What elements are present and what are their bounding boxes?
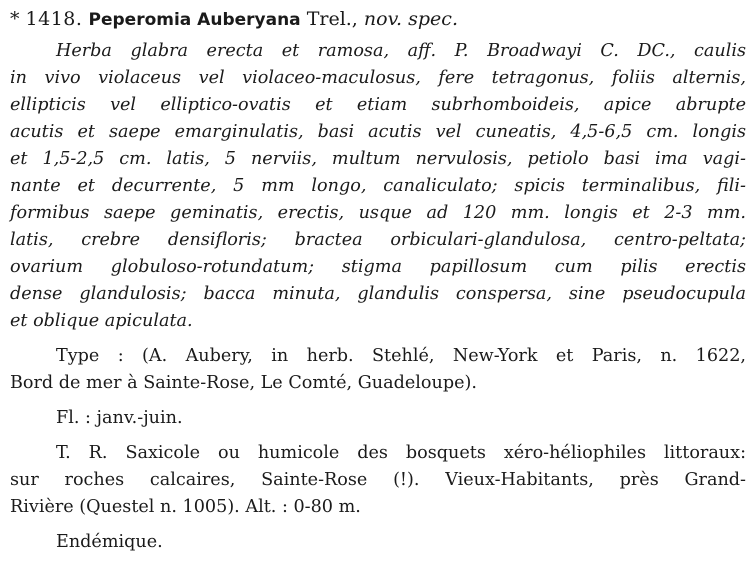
new-species-star: * [10,8,20,30]
description-line: dense glandulosis; bacca minuta, glandulis conspersa, sine pseudocupula [10,284,746,304]
description-line: ovarium globuloso-rotundatum; stigma papillosum cum pilis erectis [10,257,746,277]
description-line: et oblique apiculata. [10,311,193,331]
description-line: in vivo violaceus vel violaceo-maculosus, fere tetragonus, foliis alternis, [10,68,746,88]
species-heading [10,4,746,34]
type-line: Type : (A. Aubery, in herb. Stehlé, New-York et Paris, n. 1622, [56,346,746,366]
document-page [10,4,746,556]
type-line: Bord de mer à Sainte-Rose, Le Comté, Guadeloupe). [10,373,477,393]
description-line: nante et decurrente, 5 mm longo, canaliculato; spicis terminalibus, fili- [10,176,746,196]
habitat-paragraph [10,440,746,521]
description-line: ellipticis vel elliptico-ovatis et etiam subrhomboideis, apice abrupte [10,95,746,115]
habitat-line: T. R. Saxicole ou humicole des bosquets xéro-héliophiles littoraux: [56,443,746,463]
species-status: nov. spec. [363,8,458,30]
description-line: acutis et saepe emarginulatis, basi acutis vel cuneatis, 4,5-6,5 cm. longis [10,122,746,142]
description-line: et 1,5-2,5 cm. latis, 5 nerviis, multum nervulosis, petiolo basi ima vagi- [10,149,746,169]
latin-description [10,38,746,335]
entry-number: 1418. [25,8,83,30]
type-specimen [10,343,746,397]
habitat-line: Rivière (Questel n. 1005). Alt. : 0-80 m. [10,497,361,517]
habitat-line: sur roches calcaires, Sainte-Rose (!). Vieux-Habitants, près Grand- [10,470,746,490]
description-line: Herba glabra erecta et ramosa, aff. P. Broadwayi C. DC., caulis [56,41,746,61]
species-author: Trel., [300,8,358,30]
description-line: formibus saepe geminatis, erectis, usque ad 120 mm. longis et 2-3 mm. [10,203,746,223]
flowering-period: Fl. : janv.-juin. [56,408,183,428]
endemic-note: Endémique. [56,532,163,552]
description-line: latis, crebre densifloris; bractea orbiculari-glandulosa, centro-peltata; [10,230,746,250]
species-name: Peperomia Auberyana [88,10,301,30]
